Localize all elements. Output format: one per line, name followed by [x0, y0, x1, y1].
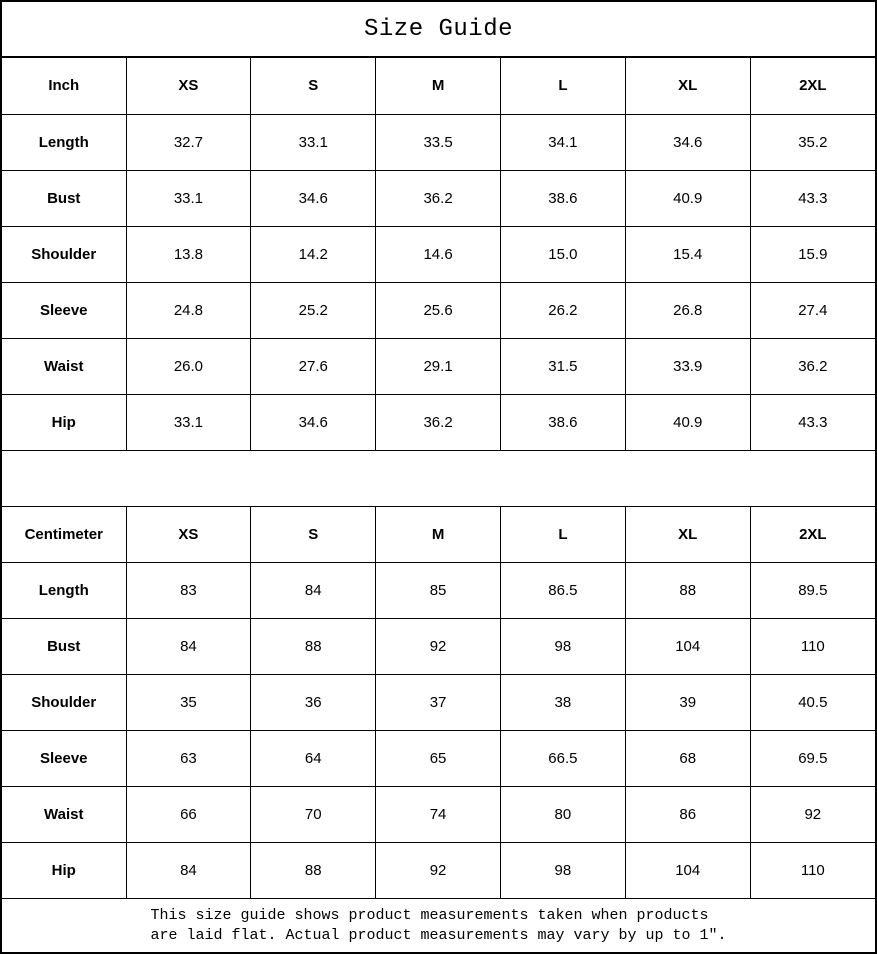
measurement-value-cell: 27.6: [251, 338, 376, 394]
size-header-cell: S: [251, 58, 376, 114]
size-header-cell: XS: [126, 58, 251, 114]
measurement-value-cell: 27.4: [750, 282, 875, 338]
measurement-value-cell: 92: [750, 787, 875, 843]
measurement-value-cell: 13.8: [126, 226, 251, 282]
measurement-value-cell: 37: [376, 675, 501, 731]
measurement-value-cell: 35: [126, 675, 251, 731]
measurement-row: [2, 787, 875, 843]
measurement-value-cell: 69.5: [750, 731, 875, 787]
unit-header-cell: Inch: [2, 58, 126, 114]
measurement-value-cell: 40.9: [625, 394, 750, 450]
footer-line-2: are laid flat. Actual product measurements may vary by up to 1″.: [150, 926, 727, 944]
measurement-value-cell: 68: [625, 731, 750, 787]
measurement-value-cell: 86: [625, 787, 750, 843]
measurement-label-cell: Length: [2, 563, 126, 619]
measurement-label-cell: Shoulder: [2, 675, 126, 731]
measurement-value-cell: 34.6: [251, 394, 376, 450]
measurement-value-cell: 88: [251, 843, 376, 899]
measurement-value-cell: 66.5: [500, 731, 625, 787]
measurement-value-cell: 26.0: [126, 338, 251, 394]
measurement-value-cell: 25.6: [376, 282, 501, 338]
measurement-value-cell: 83: [126, 563, 251, 619]
measurement-row: [2, 338, 875, 394]
measurement-value-cell: 64: [251, 731, 376, 787]
measurement-value-cell: 92: [376, 843, 501, 899]
measurement-value-cell: 25.2: [251, 282, 376, 338]
measurement-row: [2, 226, 875, 282]
size-header-cell: S: [251, 507, 376, 563]
measurement-value-cell: 84: [126, 843, 251, 899]
measurement-value-cell: 39: [625, 675, 750, 731]
measurement-value-cell: 40.5: [750, 675, 875, 731]
size-header-cell: XS: [126, 507, 251, 563]
measurement-label-cell: Shoulder: [2, 226, 126, 282]
footer-line-1: This size guide shows product measurements taken when products: [150, 906, 709, 924]
measurement-label-cell: Sleeve: [2, 731, 126, 787]
size-header-cell: L: [500, 507, 625, 563]
measurement-value-cell: 110: [750, 843, 875, 899]
measurement-value-cell: 110: [750, 619, 875, 675]
measurement-value-cell: 36.2: [376, 394, 501, 450]
measurement-value-cell: 80: [500, 787, 625, 843]
measurement-value-cell: 31.5: [500, 338, 625, 394]
unit-header-cell: Centimeter: [2, 507, 126, 563]
measurement-label-cell: Bust: [2, 619, 126, 675]
measurement-value-cell: 15.4: [625, 226, 750, 282]
measurement-value-cell: 38.6: [500, 170, 625, 226]
measurement-label-cell: Hip: [2, 843, 126, 899]
measurement-label-cell: Hip: [2, 394, 126, 450]
measurement-value-cell: 24.8: [126, 282, 251, 338]
measurement-value-cell: 84: [126, 619, 251, 675]
measurement-value-cell: 33.1: [126, 170, 251, 226]
measurement-row: [2, 619, 875, 675]
measurement-value-cell: 66: [126, 787, 251, 843]
size-header-row: [2, 58, 875, 114]
measurement-value-cell: 89.5: [750, 563, 875, 619]
measurement-value-cell: 40.9: [625, 170, 750, 226]
measurement-value-cell: 33.1: [251, 114, 376, 170]
measurement-value-cell: 63: [126, 731, 251, 787]
measurement-value-cell: 104: [625, 619, 750, 675]
cm-table-body: [2, 507, 875, 899]
measurement-value-cell: 14.2: [251, 226, 376, 282]
measurement-row: [2, 843, 875, 899]
measurement-value-cell: 65: [376, 731, 501, 787]
measurement-value-cell: 88: [251, 619, 376, 675]
footer-text-block: [150, 906, 726, 946]
measurement-value-cell: 26.2: [500, 282, 625, 338]
size-header-cell: 2XL: [750, 58, 875, 114]
measurement-row: [2, 394, 875, 450]
measurement-value-cell: 29.1: [376, 338, 501, 394]
measurement-value-cell: 35.2: [750, 114, 875, 170]
measurement-value-cell: 43.3: [750, 170, 875, 226]
measurement-label-cell: Waist: [2, 338, 126, 394]
measurement-value-cell: 15.9: [750, 226, 875, 282]
measurement-value-cell: 33.5: [376, 114, 501, 170]
measurement-value-cell: 92: [376, 619, 501, 675]
measurement-row: [2, 282, 875, 338]
measurement-value-cell: 36.2: [750, 338, 875, 394]
measurement-value-cell: 32.7: [126, 114, 251, 170]
measurement-value-cell: 38.6: [500, 394, 625, 450]
size-header-cell: M: [376, 507, 501, 563]
measurement-value-cell: 34.6: [251, 170, 376, 226]
measurement-value-cell: 85: [376, 563, 501, 619]
measurement-value-cell: 34.1: [500, 114, 625, 170]
measurement-label-cell: Length: [2, 114, 126, 170]
table-spacer: [2, 451, 875, 507]
measurement-value-cell: 43.3: [750, 394, 875, 450]
measurement-value-cell: 36: [251, 675, 376, 731]
measurement-label-cell: Waist: [2, 787, 126, 843]
measurement-value-cell: 14.6: [376, 226, 501, 282]
measurement-value-cell: 38: [500, 675, 625, 731]
measurement-value-cell: 104: [625, 843, 750, 899]
measurement-value-cell: 74: [376, 787, 501, 843]
measurement-label-cell: Sleeve: [2, 282, 126, 338]
measurement-label-cell: Bust: [2, 170, 126, 226]
measurement-value-cell: 34.6: [625, 114, 750, 170]
size-header-row: [2, 507, 875, 563]
measurement-value-cell: 88: [625, 563, 750, 619]
measurement-value-cell: 36.2: [376, 170, 501, 226]
measurement-value-cell: 33.9: [625, 338, 750, 394]
size-header-cell: XL: [625, 58, 750, 114]
inch-table-body: [2, 58, 875, 450]
measurement-value-cell: 70: [251, 787, 376, 843]
measurement-row: [2, 170, 875, 226]
page-title: Size Guide: [2, 2, 875, 58]
measurement-value-cell: 84: [251, 563, 376, 619]
measurement-value-cell: 33.1: [126, 394, 251, 450]
cm-size-table: [2, 507, 875, 900]
measurement-value-cell: 98: [500, 843, 625, 899]
size-header-cell: XL: [625, 507, 750, 563]
measurement-row: [2, 731, 875, 787]
size-header-cell: 2XL: [750, 507, 875, 563]
measurement-value-cell: 15.0: [500, 226, 625, 282]
measurement-value-cell: 26.8: [625, 282, 750, 338]
footer-note: [2, 899, 875, 952]
size-header-cell: L: [500, 58, 625, 114]
inch-size-table: [2, 58, 875, 451]
measurement-row: [2, 114, 875, 170]
measurement-value-cell: 86.5: [500, 563, 625, 619]
measurement-row: [2, 563, 875, 619]
measurement-value-cell: 98: [500, 619, 625, 675]
measurement-row: [2, 675, 875, 731]
size-header-cell: M: [376, 58, 501, 114]
